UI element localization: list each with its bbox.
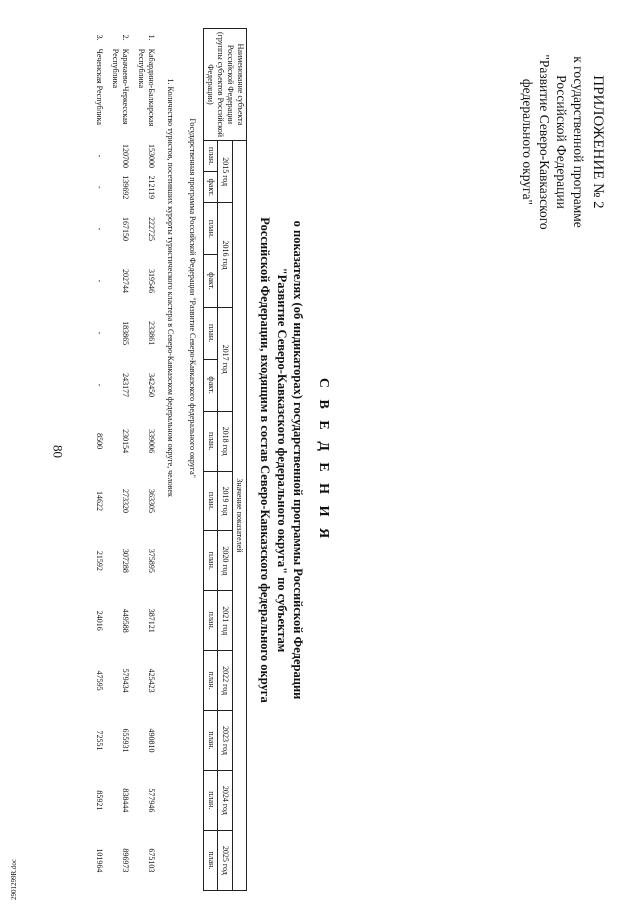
plan-label: план. [204,203,218,255]
value-cell: 21592 [95,550,104,571]
table-row [107,29,133,891]
fact-label: факт. [204,255,218,307]
value-cell: 363305 [147,488,156,513]
fact-label: факт. [204,359,218,411]
value-cell: - [95,331,104,335]
header-row-years [218,29,232,891]
row-number: 3. [95,34,104,41]
value-cell: 387121 [147,608,156,633]
value-cell: 273320 [121,488,130,513]
value-cell: - [95,279,104,283]
year-2023: 2023 год [218,711,232,771]
value-cell: 230154 [121,429,130,454]
value-cell: 202744 [121,269,130,293]
value-cell: 183865 [121,321,130,346]
row-number: 1. [147,34,156,41]
header-values: Значение показателей [232,140,246,890]
value-cell: 212119 [147,175,156,200]
value-cell: 655931 [121,728,130,753]
value-cell: 342450 [147,373,156,398]
program-title: Государственная программа Российской Федерации "Развитие Северо-Кавказского федерального округа" [188,118,197,478]
value-cell: 47595 [95,670,104,691]
header-row-values [232,29,246,891]
plan-label: план. [204,770,218,830]
appendix-line: Российской Федерации [554,75,569,209]
plan-label: план. [204,830,218,890]
value-cell: - [95,383,104,387]
value-cell: 72551 [95,730,104,751]
value-cell: 101964 [95,848,104,873]
appendix-line: к государственной программе [571,56,586,228]
table-row [133,29,159,891]
subject-name: Кабардино-Балкарская Республика [137,48,156,127]
value-cell: 139692 [121,175,130,200]
title-line: о показателях (об индикаторах) государственной программы Российской Федерации [291,220,306,700]
year-2021: 2021 год [218,591,232,651]
year-2025: 2025 год [218,830,232,890]
value-cell: 838444 [121,788,130,813]
indicator-row [159,29,181,891]
year-2017: 2017 год [218,307,232,411]
title-main: С В Е Д Е Н И Я [316,377,331,543]
program-row [181,29,204,891]
year-2018: 2018 год [218,411,232,471]
value-cell: 85921 [95,790,104,811]
year-2024: 2024 год [218,770,232,830]
appendix-line: федерального округа" [520,78,535,206]
table-row [91,29,107,891]
fact-label: факт. [204,172,218,203]
value-cell: - [95,185,104,189]
indicators-table [91,28,247,891]
header-subject: Наименование субъекта Российской Федерации (группы субъектов Российской Федерации) [204,29,247,141]
value-cell: 319546 [147,269,156,293]
value-cell: - [95,154,104,158]
value-cell: 243177 [121,373,130,398]
value-cell: 896973 [121,848,130,873]
subject-name: Чеченская Республика [95,48,104,125]
value-cell: 339006 [147,429,156,454]
value-cell: 425423 [147,668,156,693]
value-cell: 375895 [147,548,156,573]
title-line: "Развитие Северо-Кавказского федерального округа" по субъектам [275,267,289,653]
value-cell: 577946 [147,788,156,813]
plan-label: план. [204,307,218,359]
value-cell: 233861 [147,321,156,346]
appendix-block [519,12,606,272]
value-cell: 167150 [121,216,130,241]
plan-label: план. [204,711,218,771]
value-cell: 307288 [121,548,130,573]
plan-label: план. [204,651,218,711]
value-cell: 449588 [121,608,130,633]
plan-label: план. [204,591,218,651]
plan-label: план. [204,471,218,531]
title-line: Российской Федерации, входящим в состав Северо-Кавказского федерального округа [258,217,273,703]
value-cell: 675103 [147,848,156,873]
value-cell: 579434 [121,668,130,693]
row-number: 2. [121,34,130,41]
plan-label: план. [204,531,218,591]
appendix-title: ПРИЛОЖЕНИЕ № 2 [590,75,606,209]
document-title [257,120,331,800]
value-cell: 153000 [147,144,156,169]
year-2015: 2015 год [218,140,232,202]
year-2016: 2016 год [218,203,232,307]
value-cell: 222725 [147,216,156,241]
page-number: 80 [50,445,66,458]
header-row-plan-fact [204,29,218,891]
year-2020: 2020 год [218,531,232,591]
value-cell: 14622 [95,490,104,511]
plan-label: план. [204,411,218,471]
value-cell: - [95,227,104,231]
indicator-title: 1. Количество туристов, посетивших курорты туристического кластера в Северо-Кавказском федеральном округе, человек [166,78,175,497]
appendix-line: "Развитие Северо-Кавказского [537,54,552,230]
value-cell: 8500 [95,433,104,450]
value-cell: 120700 [121,144,130,169]
subject-name: Карачаево-Черкесская Республика [111,48,130,125]
value-cell: 24016 [95,610,104,631]
plan-label: план. [204,140,218,171]
year-2019: 2019 год [218,471,232,531]
year-2022: 2022 год [218,651,232,711]
file-id: 2901299R.doc [10,858,18,900]
value-cell: 490810 [147,728,156,753]
